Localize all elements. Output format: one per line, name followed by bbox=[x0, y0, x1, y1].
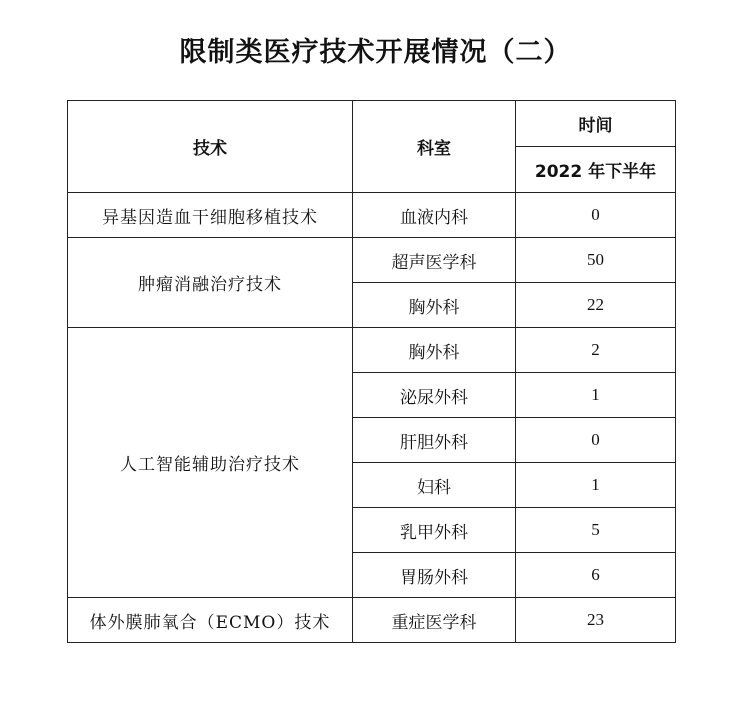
dept-cell: 重症医学科 bbox=[353, 598, 516, 643]
col-header-dept: 科室 bbox=[353, 101, 516, 193]
value-cell: 1 bbox=[516, 373, 676, 418]
value-cell: 0 bbox=[516, 418, 676, 463]
col-header-period: 2022 年下半年 bbox=[516, 147, 676, 193]
dept-cell: 妇科 bbox=[353, 463, 516, 508]
value-cell: 2 bbox=[516, 328, 676, 373]
tech-cell: 体外膜肺氧合（ECMO）技术 bbox=[68, 598, 353, 643]
value-cell: 22 bbox=[516, 283, 676, 328]
table-row bbox=[68, 238, 676, 283]
page-title: 限制类医疗技术开展情况（二） bbox=[179, 37, 572, 68]
tech-cell: 肿瘤消融治疗技术 bbox=[68, 238, 353, 328]
tech-cell: 异基因造血干细胞移植技术 bbox=[68, 193, 353, 238]
dept-cell: 胸外科 bbox=[353, 328, 516, 373]
table-row bbox=[68, 598, 676, 643]
dept-cell: 肝胆外科 bbox=[353, 418, 516, 463]
dept-cell: 泌尿外科 bbox=[353, 373, 516, 418]
value-cell: 5 bbox=[516, 508, 676, 553]
col-header-tech: 技术 bbox=[68, 101, 353, 193]
value-cell: 1 bbox=[516, 463, 676, 508]
dept-cell: 胃肠外科 bbox=[353, 553, 516, 598]
value-cell: 0 bbox=[516, 193, 676, 238]
dept-cell: 超声医学科 bbox=[353, 238, 516, 283]
header-row bbox=[68, 101, 676, 147]
tech-table bbox=[67, 100, 676, 643]
value-cell: 50 bbox=[516, 238, 676, 283]
dept-cell: 血液内科 bbox=[353, 193, 516, 238]
col-header-time: 时间 bbox=[516, 101, 676, 147]
value-cell: 6 bbox=[516, 553, 676, 598]
dept-cell: 胸外科 bbox=[353, 283, 516, 328]
tech-cell: 人工智能辅助治疗技术 bbox=[68, 328, 353, 598]
dept-cell: 乳甲外科 bbox=[353, 508, 516, 553]
table-row bbox=[68, 328, 676, 373]
table-row bbox=[68, 193, 676, 238]
value-cell: 23 bbox=[516, 598, 676, 643]
